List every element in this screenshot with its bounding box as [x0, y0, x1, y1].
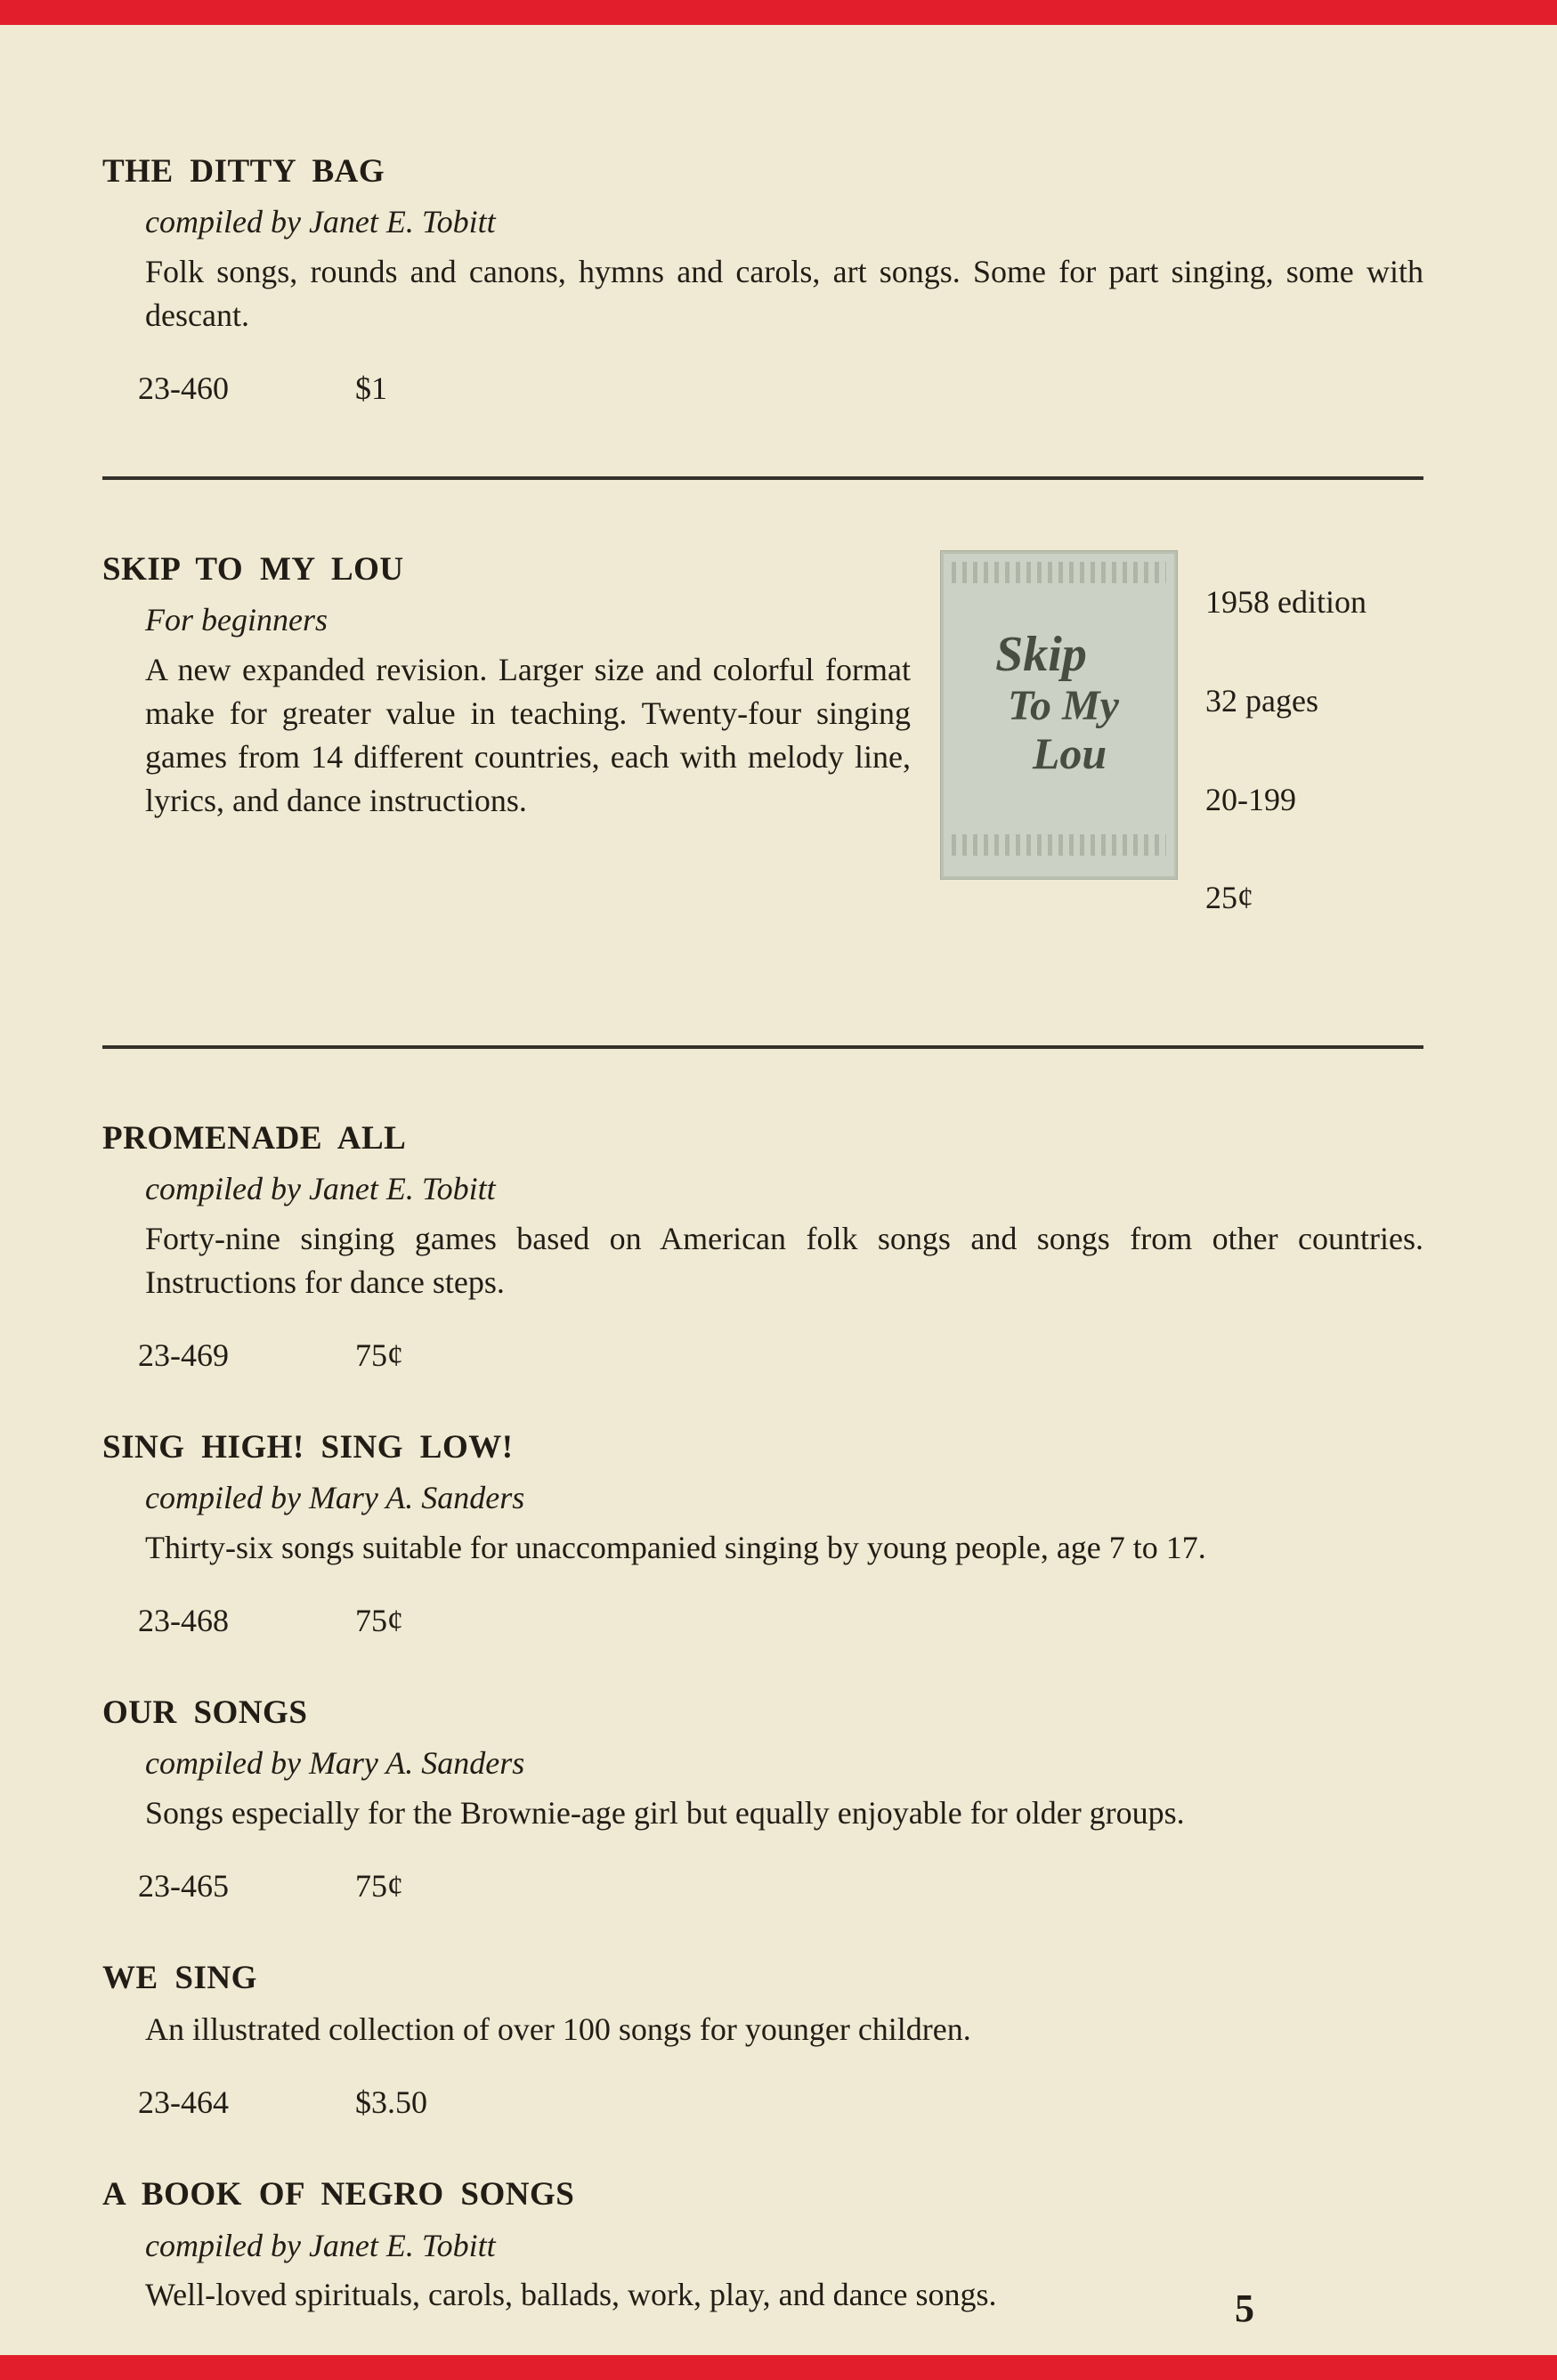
- catalog-price-line: [138, 370, 1423, 407]
- page-number: 5: [1235, 2287, 1254, 2330]
- entry-description: Well-loved spirituals, carols, ballads, work, play, and dance songs.: [145, 2277, 997, 2313]
- cover-title-line: Lou: [1032, 728, 1107, 779]
- catalog-price-line: [138, 1867, 1423, 1905]
- entry-the-ditty-bag: [102, 151, 1423, 407]
- bottom-edge-bar: [0, 2355, 1557, 2380]
- price: 75¢: [355, 1337, 403, 1374]
- section-divider: [102, 1045, 1423, 1049]
- entry-skip-to-my-lou: [102, 549, 1423, 976]
- catalog-price-line: [138, 1602, 1423, 1639]
- entry-title: WE SING: [102, 1960, 257, 1997]
- catalog-price-line: [138, 2084, 1423, 2121]
- entry-byline: compiled by Janet E. Tobitt: [145, 2227, 496, 2263]
- entry-our-songs: [102, 1693, 1423, 1905]
- entry-byline: compiled by Janet E. Tobitt: [145, 204, 496, 240]
- entry-description: A new expanded revision. Larger size and colorful format make for greater value in teaching. Twenty-four singing games from 14 different countries, each with melody line, lyrics, and dance instructions.: [145, 652, 911, 818]
- entry-we-sing: [102, 1958, 1423, 2121]
- entry-description: An illustrated collection of over 100 songs for younger children.: [145, 2011, 971, 2048]
- section-divider: [102, 476, 1423, 480]
- price: $1: [355, 370, 387, 406]
- top-edge-bar: [0, 0, 1557, 25]
- skip-to-my-lou-row: [102, 549, 1423, 976]
- entry-description: Folk songs, rounds and canons, hymns and carols, art songs. Some for part singing, some with descant.: [145, 254, 1423, 333]
- entry-byline: For beginners: [145, 602, 328, 638]
- catalog-number: 23-465: [138, 1868, 229, 1905]
- catalog-number: 23-468: [138, 1603, 229, 1639]
- entry-byline: compiled by Janet E. Tobitt: [145, 1171, 496, 1207]
- catalog-number: 20-199: [1205, 781, 1296, 817]
- catalog-price-line: [138, 1336, 1423, 1374]
- entry-sing-high-sing-low: [102, 1427, 1423, 1639]
- edition-details: [1205, 581, 1366, 976]
- entry-title: A BOOK OF NEGRO SONGS: [102, 2176, 575, 2213]
- cover-title-line: To My: [1008, 681, 1119, 729]
- entry-promenade-all: [102, 1118, 1423, 1374]
- entry-title: SKIP TO MY LOU: [102, 550, 404, 588]
- price: 75¢: [355, 1868, 403, 1905]
- catalog-number: 23-460: [138, 370, 229, 406]
- entry-description: Songs especially for the Brownie-age girl but equally enjoyable for older groups.: [145, 1795, 1185, 1832]
- edition-year: 1958 edition: [1205, 583, 1366, 620]
- price: 75¢: [355, 1603, 403, 1639]
- entry-title: SING HIGH! SING LOW!: [102, 1429, 514, 1466]
- entry-a-book-of-negro-songs: [102, 2174, 1423, 2380]
- entry-description: Thirty-six songs suitable for unaccompanied singing by young people, age 7 to 17.: [145, 1530, 1206, 1566]
- book-cover-image: [941, 551, 1177, 879]
- entry-description: Forty-nine singing games based on American folk songs and songs from other countries. Instructions for dance steps.: [145, 1221, 1423, 1301]
- entry-title: THE DITTY BAG: [102, 153, 385, 190]
- entry-title: OUR SONGS: [102, 1694, 308, 1732]
- entry-byline: compiled by Mary A. Sanders: [145, 1480, 525, 1516]
- cover-title-line: Skip: [995, 626, 1087, 682]
- page-count: 32 pages: [1205, 682, 1318, 719]
- price: $3.50: [355, 2084, 427, 2121]
- skip-to-my-lou-text: [102, 549, 912, 823]
- entry-byline: compiled by Mary A. Sanders: [145, 1745, 525, 1782]
- entry-title: PROMENADE ALL: [102, 1120, 407, 1158]
- catalog-number: 23-469: [138, 1337, 229, 1374]
- catalog-number: 23-464: [138, 2084, 229, 2121]
- price: 25¢: [1205, 880, 1253, 916]
